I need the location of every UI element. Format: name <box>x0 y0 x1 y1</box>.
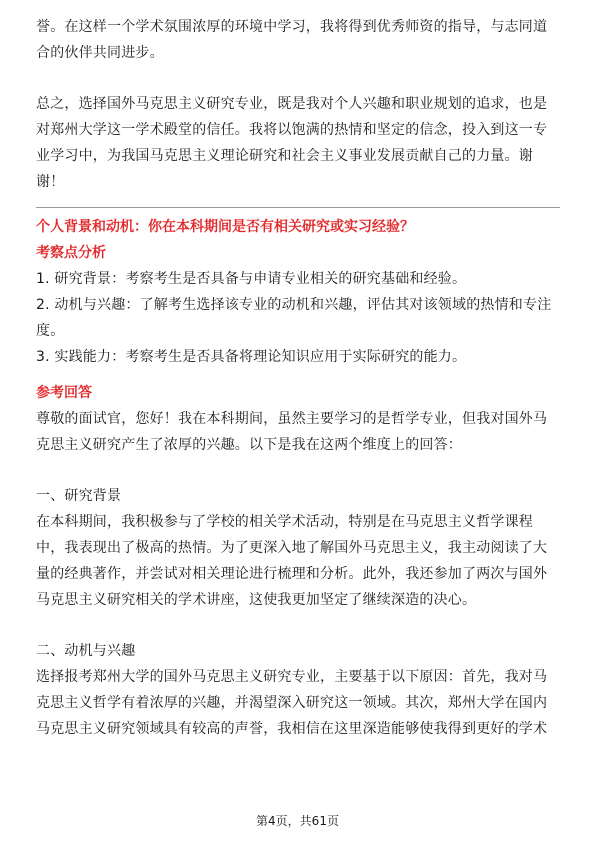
analysis-item-2: 2. 动机与兴趣：了解考生选择该专业的动机和兴趣，评估其对该领域的热情和专注度。 <box>36 297 552 339</box>
spacer <box>36 66 560 91</box>
analysis-item-1: 1. 研究背景：考察考生是否具备与申请专业相关的研究基础和经验。 <box>36 271 467 287</box>
intro-paragraph-1: 誉。在这样一个学术氛围浓厚的环境中学习，我将得到优秀师资的指导，与志同道合的伙伴共同进步。 <box>36 19 548 61</box>
page-footer: 第4页，共61页 <box>256 814 339 828</box>
section-2-heading: 二、动机与兴趣 <box>36 643 136 659</box>
answer-heading: 参考回答 <box>36 385 92 401</box>
section-1-heading: 一、研究背景 <box>36 488 122 504</box>
answer-opening: 尊敬的面试官，您好！我在本科期间，虽然主要学习的是哲学专业，但我对国外马克思主义研究产生了浓厚的兴趣。以下是我在这两个维度上的回答： <box>36 411 548 453</box>
intro-paragraph-2: 总之，选择国外马克思主义研究专业，既是我对个人兴趣和职业规划的追求，也是对郑州大学这一学术殿堂的信任。我将以饱满的热情和坚定的信念，投入到这一专业学习中，为我国马克思主义理论研究和社会主义事业发展贡献自己的力量。谢谢！ <box>36 96 548 190</box>
document-body <box>36 14 560 742</box>
analysis-item-3: 3. 实践能力：考察考生是否具备将理论知识应用于实际研究的能力。 <box>36 349 467 365</box>
section-2-body: 选择报考郑州大学的国外马克思主义研究专业，主要基于以下原因：首先，我对马克思主义哲学有着浓厚的兴趣，并渴望深入研究这一领域。其次，郑州大学在国内马克思主义研究领域具有较高的声誉，我相信在这里深造能够使我得到更好的学术 <box>36 669 548 737</box>
section-divider <box>36 207 560 208</box>
analysis-heading: 考察点分析 <box>36 245 106 261</box>
question-heading: 个人背景和动机：你在本科期间是否有相关研究或实习经验？ <box>36 219 414 235</box>
spacer <box>36 613 560 638</box>
section-1-body: 在本科期间，我积极参与了学校的相关学术活动，特别是在马克思主义哲学课程中，我表现出了极高的热情。为了更深入地了解国外马克思主义，我主动阅读了大量的经典著作，并尝试对相关理论进行梳理和分析。此外，我还参加了两次与国外马克思主义研究相关的学术讲座，这使我更加坚定了继续深造的决心。 <box>36 514 548 608</box>
spacer <box>36 458 560 483</box>
